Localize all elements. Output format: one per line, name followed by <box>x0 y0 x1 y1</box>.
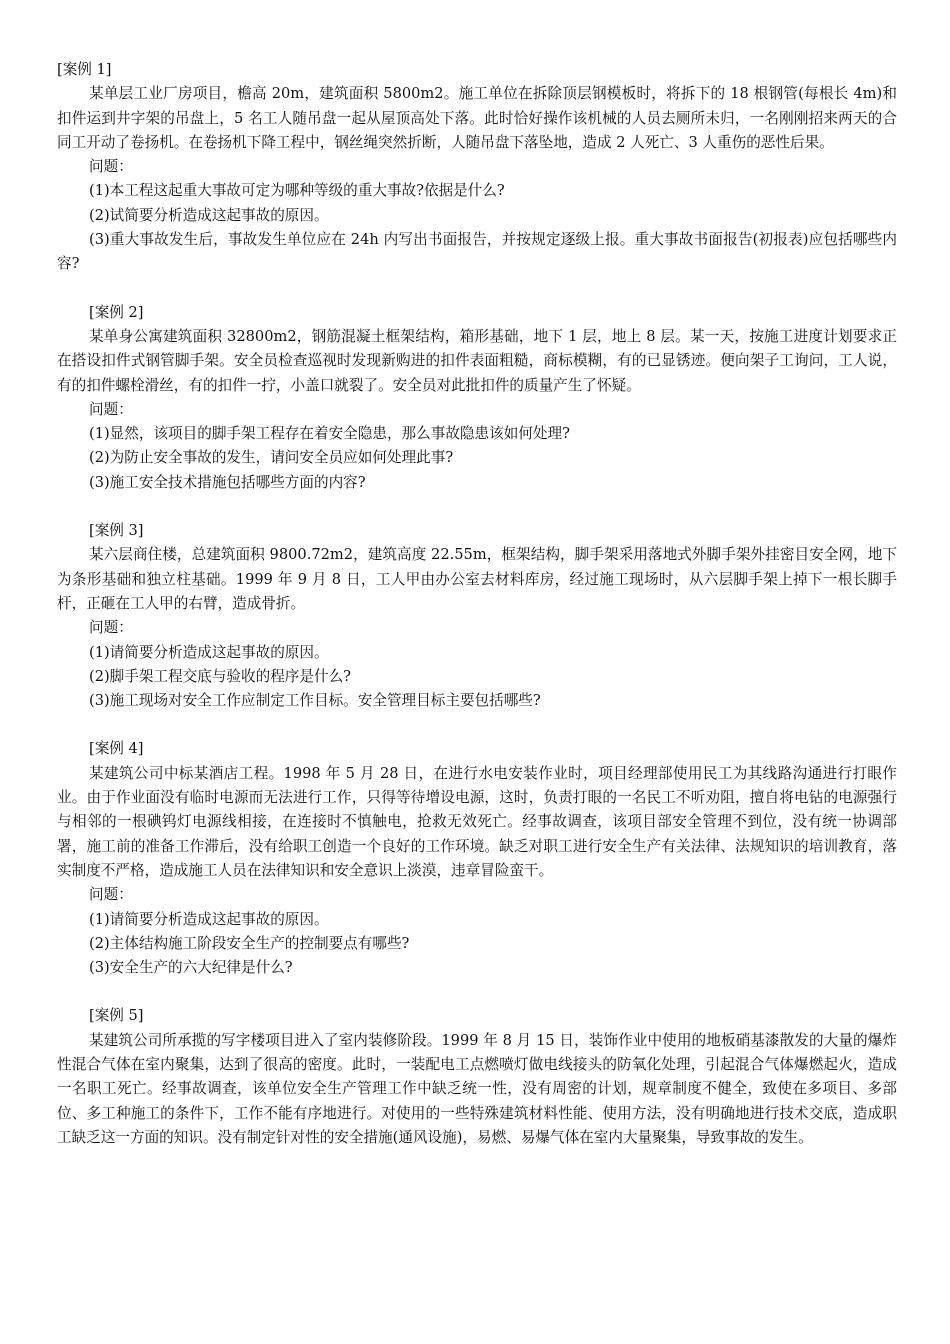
question-item: (3)施工现场对安全工作应制定工作目标。安全管理目标主要包括哪些? <box>89 692 541 710</box>
question-item: (2)为防止安全事故的发生，请问安全员应如何处理此事? <box>89 449 454 467</box>
case-description: 某单身公寓建筑面积 32800m2，钢筋混凝土框架结构，箱形基础，地下 1 层，地上 8 层。某一天，按施工进度计划要求正在搭设扣件式钢管脚手架。安全员检查巡视时发现新购进的扣件表面粗糙，商标模糊，有的已显锈迹。便向架子工询问，工人说，有的扣件螺栓滑丝，有的扣件一拧，小盖口就裂了。安全员对此批扣件的质量产生了怀疑。 <box>57 327 897 394</box>
case-1 <box>57 58 897 277</box>
case-description: 某建筑公司所承揽的写字楼项目进入了室内装修阶段。1999 年 8 月 15 日，装饰作业中使用的地板硝基漆散发的大量的爆炸性混合气体在室内聚集，达到了很高的密度。此时，一装配电工点燃喷灯做电线接头的防氧化处理，引起混合气体爆燃起火，造成一名职工死亡。经事故调查，该单位安全生产管理工作中缺乏统一性，没有周密的计划，规章制度不健全，致使在多项目、多部位、多工种施工的条件下，工作不能有序地进行。对使用的一些特殊建筑材料性能、使用方法，没有明确地进行技术交底，造成职工缺乏这一方面的知识。没有制定针对性的安全措施(通风设施)，易燃、易爆气体在室内大量聚集，导致事故的发生。 <box>57 1031 897 1146</box>
question-item: (1)本工程这起重大事故可定为哪种等级的重大事故?依据是什么? <box>89 182 505 200</box>
case-description: 某六层商住楼，总建筑面积 9800.72m2，建筑高度 22.55m，框架结构，脚手架采用落地式外脚手架外挂密目安全网，地下为条形基础和独立柱基础。1999 年 9 月 8 日，工人甲由办公室去材料库房，经过施工现场时，从六层脚手架上掉下一根长脚手杆，正砸在工人甲的右臂，造成骨折。 <box>57 546 897 612</box>
question-item: (1)请简要分析造成这起事故的原因。 <box>89 910 329 928</box>
document-page <box>57 58 897 1174</box>
case-2 <box>57 301 897 495</box>
case-heading: [案例 1] <box>57 61 112 78</box>
question-label: 问题： <box>89 886 133 904</box>
case-heading: [案例 4] <box>89 740 144 758</box>
question-item: (2)脚手架工程交底与验收的程序是什么? <box>89 667 351 685</box>
case-3 <box>57 519 897 713</box>
question-item: (3)安全生产的六大纪律是什么? <box>89 959 293 977</box>
question-label: 问题： <box>89 158 133 176</box>
case-5 <box>57 1004 897 1150</box>
question-item: (2)试简要分析造成这起事故的原因。 <box>89 206 329 224</box>
case-description: 某单层工业厂房项目，檐高 20m，建筑面积 5800m2。施工单位在拆除顶层钢模板时，将拆下的 18 根钢管(每根长 4m)和扣件运到井字架的吊盘上，5 名工人随吊盘一起从屋顶高处下落。此时恰好操作该机械的人员去厕所未归，一名刚刚招来两天的合同工开动了卷扬机。在卷扬机下降工程中，钢丝绳突然折断，人随吊盘下落坠地，造成 2 人死亡、3 人重伤的恶性后果。 <box>57 85 897 151</box>
question-item: (1)显然，该项目的脚手架工程存在着安全隐患，那么事故隐患该如何处理? <box>89 425 570 443</box>
question-item: (3)施工安全技术措施包括哪些方面的内容? <box>89 473 366 491</box>
question-label: 问题： <box>89 619 133 637</box>
case-heading: [案例 5] <box>89 1007 144 1025</box>
case-4 <box>57 737 897 980</box>
question-item: (3)重大事故发生后，事故发生单位应在 24h 内写出书面报告，并按规定逐级上报。重大事故书面报告(初报表)应包括哪些内容? <box>57 231 897 273</box>
question-item: (2)主体结构施工阶段安全生产的控制要点有哪些? <box>89 934 410 952</box>
question-label: 问题： <box>89 400 133 418</box>
case-heading: [案例 3] <box>89 522 144 540</box>
case-heading: [案例 2] <box>89 303 144 321</box>
case-description: 某建筑公司中标某酒店工程。1998 年 5 月 28 日，在进行水电安装作业时，项目经理部使用民工为其线路沟通进行打眼作业。由于作业面没有临时电源而无法进行工作，只得等待增设电源，这时，负责打眼的一名民工不听劝阻，擅自将电钻的电源强行与相邻的一根碘钨灯电源线相接，在连接时不慎触电，抢救无效死亡。经事故调查，该项目部安全管理不到位，没有统一协调部署，施工前的准备工作滞后，没有给职工创造一个良好的工作环境。缺乏对职工进行安全生产有关法律、法规知识的培训教育，落实制度不严格，造成施工人员在法律知识和安全意识上淡漠，违章冒险蛮干。 <box>57 764 897 879</box>
question-item: (1)请简要分析造成这起事故的原因。 <box>89 643 329 661</box>
